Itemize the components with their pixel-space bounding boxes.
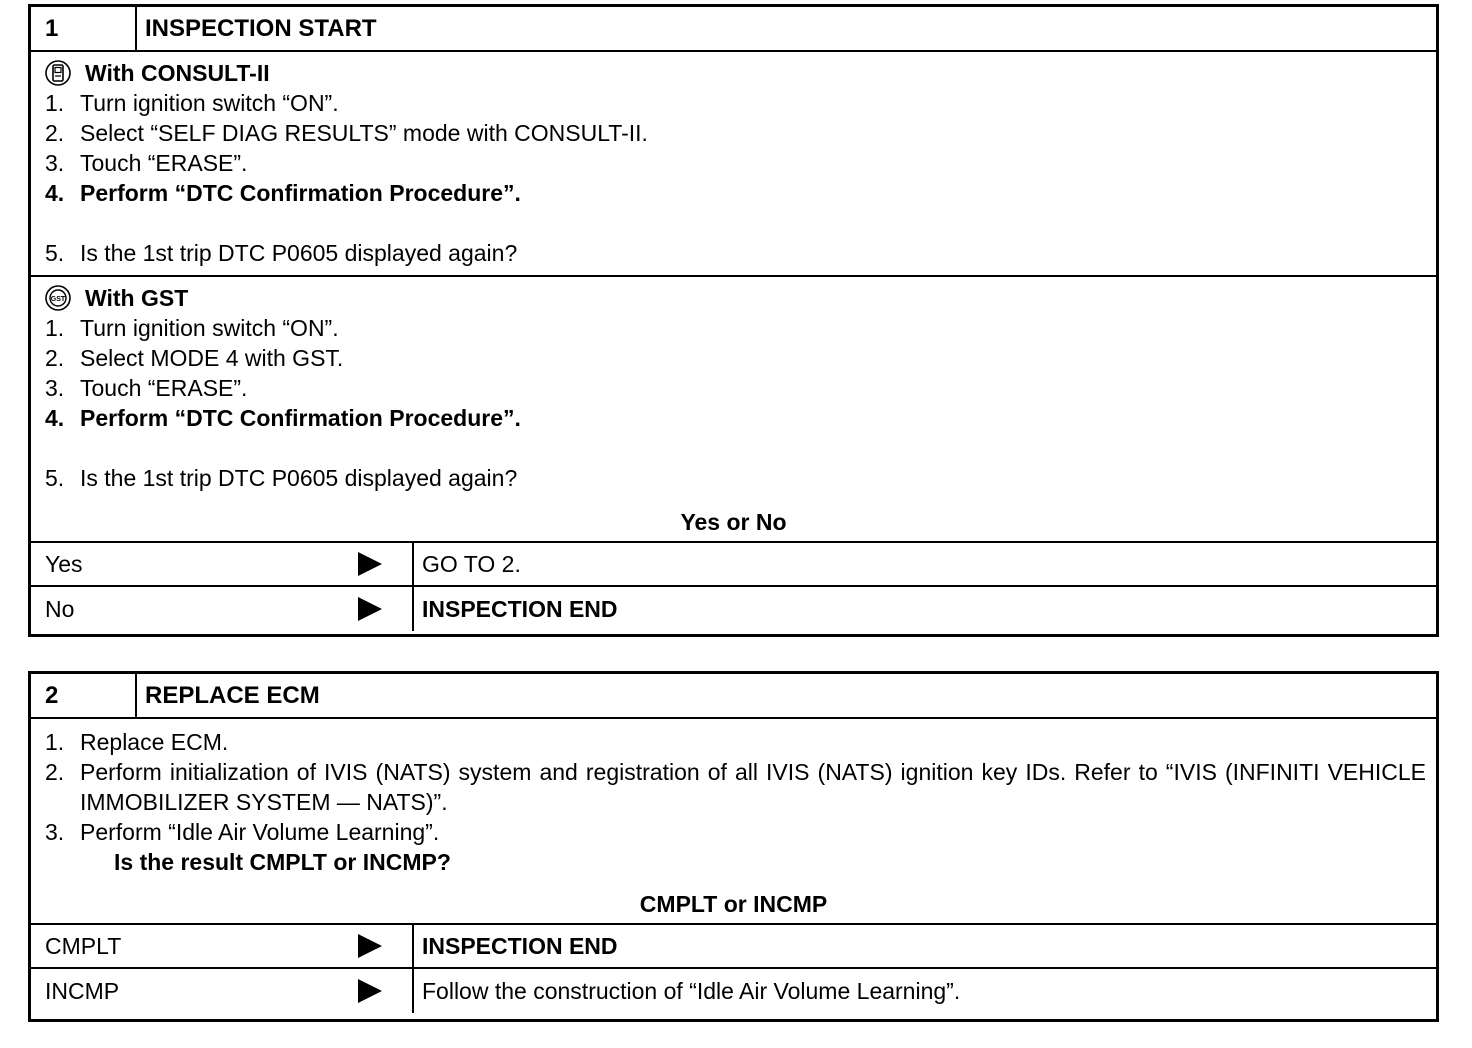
- list-item: 4. Perform “DTC Confirmation Procedure”.: [45, 405, 521, 431]
- step-title: INSPECTION START: [145, 14, 377, 42]
- step-1-header: [31, 7, 1436, 52]
- list-item: 3. Touch “ERASE”.: [45, 375, 248, 401]
- decision-label: CMPLT or INCMP: [31, 883, 1436, 925]
- svg-text:GST: GST: [50, 296, 66, 303]
- arrow-right-icon: [358, 597, 382, 621]
- gst-tool-icon: [45, 285, 71, 311]
- consult-heading-text: With CONSULT-II: [85, 60, 270, 86]
- step-2-header: [31, 674, 1436, 719]
- table-row: [31, 543, 1436, 587]
- list-item: 2. Select “SELF DIAG RESULTS” mode with CONSULT-II.: [45, 120, 648, 146]
- table-row: [31, 925, 1436, 969]
- list-item: 1. Turn ignition switch “ON”.: [45, 315, 339, 341]
- arrow-right-icon: [358, 979, 382, 1003]
- condition-label: Yes: [45, 550, 83, 577]
- result-label: INSPECTION END: [422, 595, 618, 622]
- step-number: 1: [31, 7, 137, 50]
- table-row: [31, 587, 1436, 631]
- list-item: 3. Touch “ERASE”.: [45, 150, 248, 176]
- arrow-right-icon: [358, 552, 382, 576]
- question-text: Is the result CMPLT or INCMP?: [114, 849, 451, 875]
- table-row: [31, 969, 1436, 1013]
- list-item: 1. Turn ignition switch “ON”.: [45, 90, 339, 116]
- step-2-table: [28, 671, 1439, 1022]
- list-item: 3. Perform “Idle Air Volume Learning”.: [45, 819, 440, 845]
- consult-heading: [45, 58, 1426, 88]
- step-title: REPLACE ECM: [145, 681, 320, 709]
- list-item: 2. Perform initialization of IVIS (NATS) system and registration of all IVIS (NATS) ignition key IDs. Refer to “IVIS (INFINITI VEHICLE IMMOBILIZER SYSTEM — NATS)”.: [45, 759, 1426, 815]
- result-label: GO TO 2.: [422, 550, 521, 577]
- list-item: 5. Is the 1st trip DTC P0605 displayed again?: [45, 240, 518, 266]
- replace-ecm-section: [31, 719, 1436, 883]
- condition-label: INCMP: [45, 977, 120, 1004]
- gst-heading-text: With GST: [85, 285, 189, 311]
- condition-label: No: [45, 595, 75, 622]
- decision-label: Yes or No: [31, 501, 1436, 543]
- list-item: 5. Is the 1st trip DTC P0605 displayed again?: [45, 465, 518, 491]
- result-label: INSPECTION END: [422, 932, 618, 959]
- gst-heading: [45, 283, 1426, 313]
- step-number: 2: [31, 674, 137, 717]
- list-item: 4. Perform “DTC Confirmation Procedure”.: [45, 180, 521, 206]
- gst-section: [31, 277, 1436, 501]
- consult-tool-icon: [45, 60, 71, 86]
- condition-label: CMPLT: [45, 932, 122, 959]
- list-item: 2. Select MODE 4 with GST.: [45, 345, 344, 371]
- arrow-right-icon: [358, 934, 382, 958]
- step-1-table: [28, 4, 1439, 637]
- consult-section: [31, 52, 1436, 277]
- list-item: 1. Replace ECM.: [45, 729, 229, 755]
- result-label: Follow the construction of “Idle Air Volume Learning”.: [422, 977, 961, 1004]
